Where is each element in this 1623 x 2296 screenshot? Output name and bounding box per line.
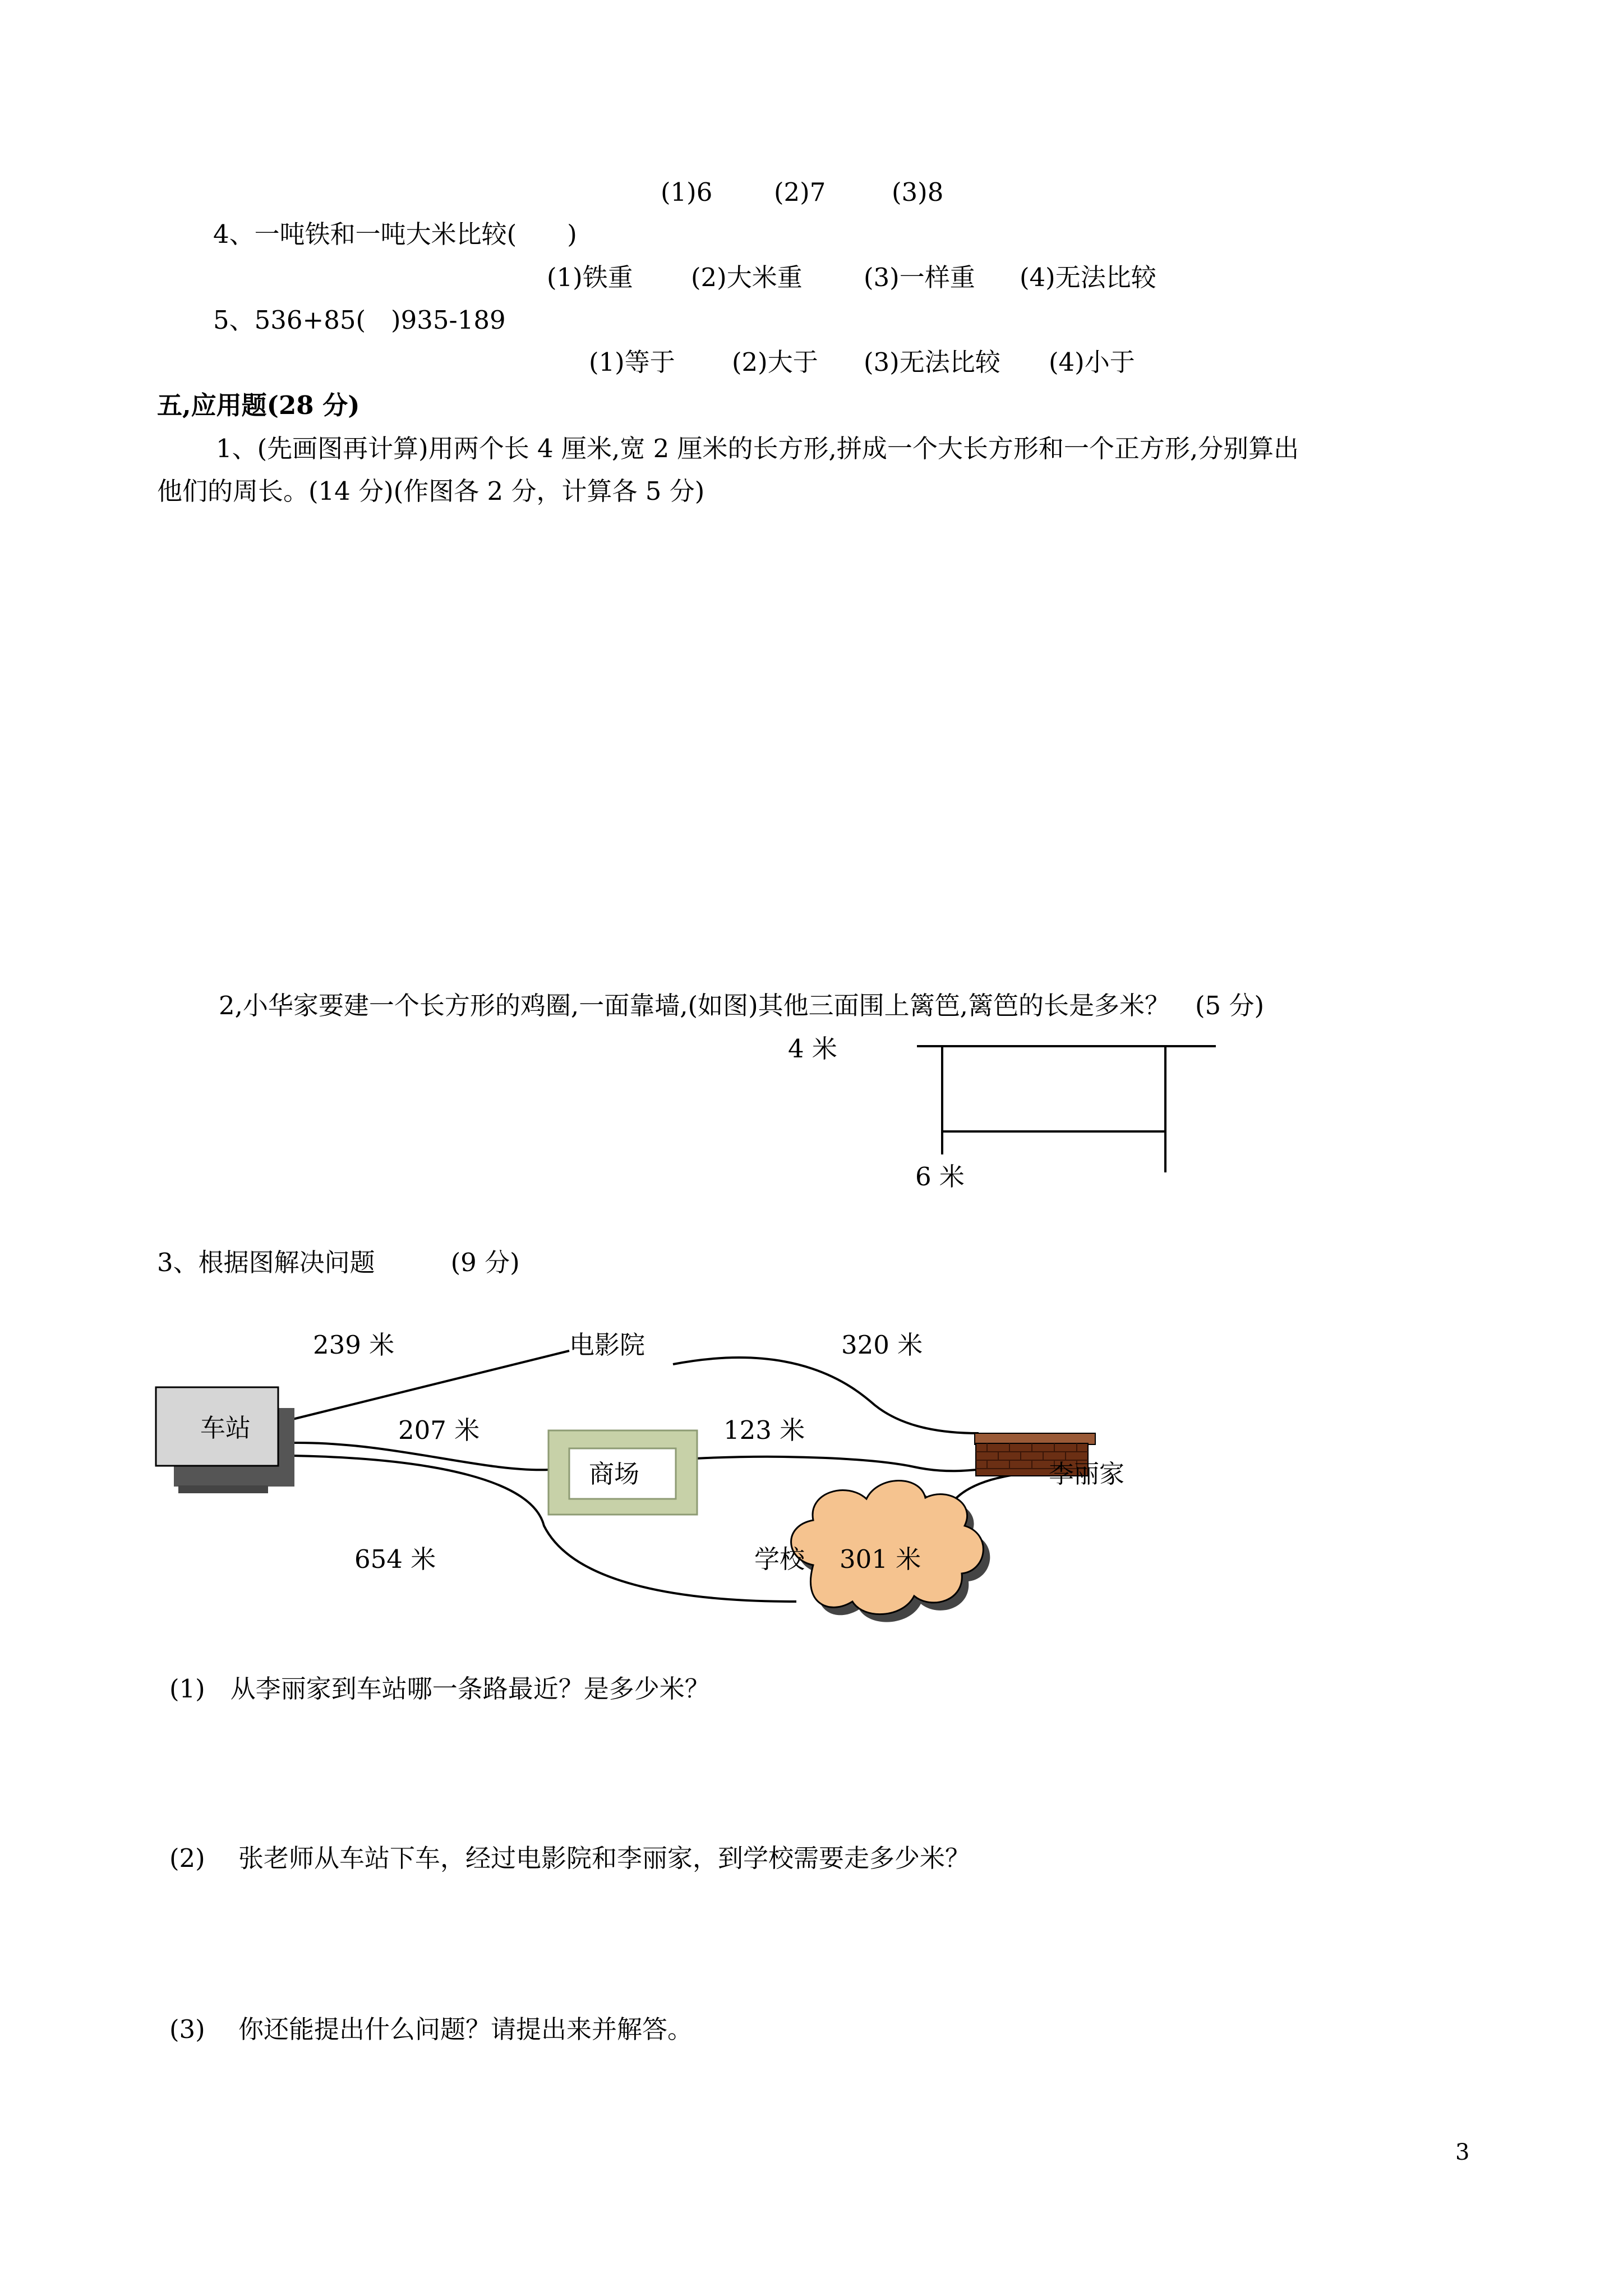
school-label: 学校	[754, 1544, 805, 1574]
mall-label: 商场	[589, 1459, 640, 1489]
road-cinema-home	[673, 1358, 979, 1433]
q3-option-2: (2)7	[774, 177, 826, 207]
q5-option-2: (2)大于	[732, 347, 818, 377]
subquestion-3: (3) 你还能提出什么问题？请提出来并解答。	[169, 2014, 693, 2044]
q5-stem: 5、536+85( )935-189	[213, 305, 506, 335]
cinema-label: 电影院	[569, 1330, 645, 1360]
distance-station-cinema: 239 米	[313, 1330, 395, 1360]
q4-stem: 4、一吨铁和一吨大米比较( )	[213, 219, 577, 249]
problem-1-line-1: 1、(先画图再计算)用两个长 4 厘米,宽 2 厘米的长方形,拼成一个大长方形和一个正方形,分别算出	[216, 434, 1299, 463]
problem-2-text: 2,小华家要建一个长方形的鸡圈,一面靠墙,(如图)其他三面围上篱笆,篱笆的长是多米？ (5 分)	[219, 991, 1265, 1020]
distance-station-mall: 207 米	[398, 1415, 480, 1445]
subquestion-2: (2) 张老师从车站下车，经过电影院和李丽家，到学校需要走多少米？	[169, 1843, 971, 1873]
subquestion-1: (1) 从李丽家到车站哪一条路最近？是多少米？	[169, 1674, 710, 1704]
distance-station-school: 654 米	[354, 1544, 436, 1574]
q5-option-3: (3)无法比较	[864, 347, 1000, 377]
road-station-school	[293, 1456, 796, 1602]
problem-3-text: 3、根据图解决问题 (9 分)	[157, 1248, 520, 1277]
q3-option-1: (1)6	[661, 177, 713, 207]
distance-school-home: 301 米	[840, 1544, 921, 1574]
q4-option-2: (2)大米重	[691, 263, 803, 292]
q4-option-1: (1)铁重	[547, 263, 633, 292]
q4-option-4: (4)无法比较	[1020, 263, 1156, 292]
coop-label-bottom: 6 米	[915, 1162, 965, 1191]
q3-option-3: (3)8	[892, 177, 944, 207]
home-label: 李丽家	[1049, 1459, 1125, 1489]
road-station-cinema	[293, 1351, 569, 1419]
q4-option-3: (3)一样重	[864, 263, 975, 292]
station-base	[178, 1485, 268, 1493]
q5-option-1: (1)等于	[589, 347, 675, 377]
coop-figure	[917, 1046, 1216, 1172]
section-title: 五,应用题(28 分)	[157, 390, 360, 420]
q5-option-4: (4)小于	[1049, 347, 1135, 377]
coop-label-top: 4 米	[788, 1034, 837, 1064]
station-label: 车站	[200, 1413, 251, 1443]
page-number: 3	[1455, 2139, 1470, 2165]
distance-cinema-home: 320 米	[841, 1330, 923, 1360]
problem-1-line-2: 他们的周长。(14 分)(作图各 2 分，计算各 5 分)	[157, 476, 705, 506]
road-mall-home	[695, 1457, 987, 1471]
distance-mall-home: 123 米	[723, 1415, 805, 1445]
